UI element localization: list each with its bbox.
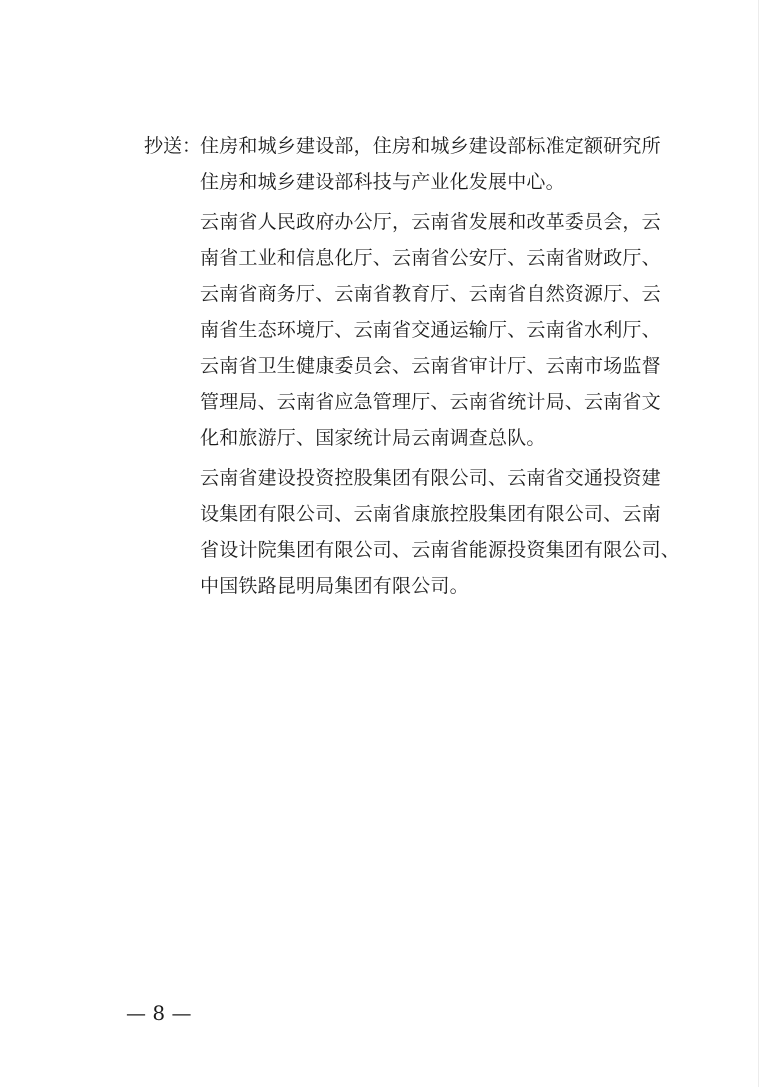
cc-line: 南省生态环境厅、云南省交通运输厅、云南省水利厅、	[200, 319, 661, 341]
cc-line: 住房和城乡建设部科技与产业化发展中心。	[200, 171, 565, 193]
cc-block	[144, 128, 684, 608]
cc-line: 化和旅游厅、国家统计局云南调查总队。	[200, 427, 546, 449]
cc-row	[144, 128, 684, 608]
cc-group-enterprises	[200, 460, 684, 604]
cc-line: 南省工业和信息化厅、云南省公安厅、云南省财政厅、	[200, 247, 661, 269]
cc-line: 云南省人民政府办公厅，云南省发展和改革委员会，云	[200, 211, 661, 233]
cc-line: 住房和城乡建设部，住房和城乡建设部标准定额研究所	[200, 135, 661, 157]
cc-group-provincial-departments	[200, 204, 684, 456]
cc-line: 云南省卫生健康委员会、云南省审计厅、云南市场监督	[200, 355, 661, 377]
cc-line: 省设计院集团有限公司、云南省能源投资集团有限公司、	[200, 539, 681, 561]
cc-line: 云南省建设投资控股集团有限公司、云南省交通投资建	[200, 467, 661, 489]
page-number: — 8 —	[126, 1001, 192, 1025]
cc-label: 抄送：	[144, 135, 202, 157]
cc-line: 云南省商务厅、云南省教育厅、云南省自然资源厅、云	[200, 283, 661, 305]
page-edge-line	[758, 0, 759, 1087]
cc-line: 中国铁路昆明局集团有限公司。	[200, 575, 469, 597]
cc-line: 管理局、云南省应急管理厅、云南省统计局、云南省文	[200, 391, 661, 413]
cc-group-ministry	[200, 128, 684, 200]
cc-content	[200, 128, 684, 608]
cc-line: 设集团有限公司、云南省康旅控股集团有限公司、云南	[200, 503, 661, 525]
